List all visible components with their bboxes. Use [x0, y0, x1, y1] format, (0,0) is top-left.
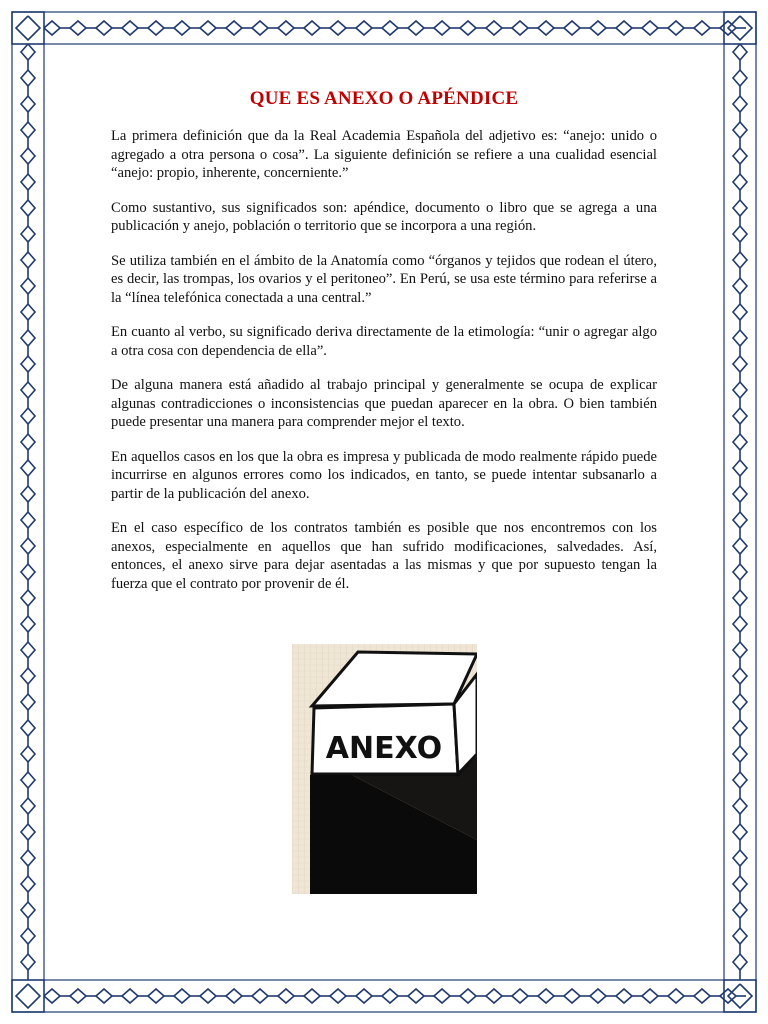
border-ornament	[733, 720, 747, 736]
border-ornament	[512, 989, 528, 1003]
border-ornament	[21, 694, 35, 710]
border-ornament	[21, 642, 35, 658]
border-ornament	[21, 460, 35, 476]
border-ornament	[21, 746, 35, 762]
border-ornament	[642, 989, 658, 1003]
border-ornament	[44, 989, 60, 1003]
border-ornament	[278, 21, 294, 35]
paragraph-6: En aquellos casos en los que la obra es impresa y publicada de modo realmente rápido puede incurrirse en algunos errores como los indicados, en tanto, se puede intentar subsanarlo a partir de la publicación del anexo.	[111, 448, 657, 502]
border-ornament	[122, 989, 138, 1003]
border-ornament	[148, 989, 164, 1003]
border-ornament	[21, 928, 35, 944]
border-ornament	[21, 278, 35, 294]
border-ornament	[278, 989, 294, 1003]
border-ornament	[21, 382, 35, 398]
border-ornament	[21, 798, 35, 814]
border-ornament	[733, 96, 747, 112]
border-ornament	[538, 989, 554, 1003]
border-ornament	[512, 21, 528, 35]
border-ornament	[21, 434, 35, 450]
border-ornament	[70, 989, 86, 1003]
border-ornament	[733, 798, 747, 814]
paragraph-1: La primera definición que da la Real Academia Española del adjetivo es: “anejo: unido o agregado a otra persona o cosa”. La siguiente definición se refiere a una cualidad esencial “anejo: propio, inherente, concerniente.”	[111, 128, 657, 181]
border-ornament	[564, 989, 580, 1003]
border-ornament	[382, 989, 398, 1003]
border-ornament	[733, 174, 747, 190]
document-body	[111, 88, 657, 609]
border-ornament	[21, 96, 35, 112]
border-ornament	[356, 989, 372, 1003]
border-ornament	[616, 989, 632, 1003]
border-ornament	[486, 21, 502, 35]
border-ornament	[330, 21, 346, 35]
border-ornament	[733, 356, 747, 372]
border-ornament	[21, 564, 35, 580]
border-ornament	[21, 174, 35, 190]
border-ornament	[21, 356, 35, 372]
border-ornament	[733, 200, 747, 216]
border-ornament	[733, 70, 747, 86]
border-ornament	[21, 200, 35, 216]
border-ornament	[21, 122, 35, 138]
border-ornament	[21, 772, 35, 788]
border-ornament	[148, 21, 164, 35]
border-ornament	[590, 21, 606, 35]
border-ornament	[200, 989, 216, 1003]
border-ornament	[733, 148, 747, 164]
border-ornament	[733, 590, 747, 606]
border-ornament	[733, 616, 747, 632]
border-ornament	[21, 954, 35, 970]
border-ornament	[252, 21, 268, 35]
border-ornament	[382, 21, 398, 35]
border-ornament	[174, 21, 190, 35]
border-ornament	[564, 21, 580, 35]
border-ornament	[733, 850, 747, 866]
border-ornament	[733, 564, 747, 580]
border-ornament	[486, 989, 502, 1003]
border-ornament	[733, 252, 747, 268]
border-ornament	[21, 668, 35, 684]
border-ornament	[733, 434, 747, 450]
border-ornament	[21, 330, 35, 346]
border-ornament	[252, 989, 268, 1003]
border-ornament	[616, 21, 632, 35]
border-ornament	[21, 590, 35, 606]
border-ornament	[21, 850, 35, 866]
border-ornament	[21, 720, 35, 736]
border-ornament	[733, 44, 747, 60]
border-ornament	[694, 989, 710, 1003]
border-ornament	[21, 902, 35, 918]
paragraph-3: Se utiliza también en el ámbito de la Anatomía como “órganos y tejidos que rodean el útero, es decir, las trompas, los ovarios y el peritoneo”. En Perú, se usa este término para referirse a la “línea telefónica conectada a una central.”	[111, 252, 657, 306]
border-ornament	[330, 989, 346, 1003]
border-ornament	[733, 746, 747, 762]
border-ornament	[21, 148, 35, 164]
border-ornament	[44, 21, 60, 35]
border-ornament	[21, 538, 35, 554]
border-ornament	[642, 21, 658, 35]
border-ornament	[694, 21, 710, 35]
border-ornament	[408, 21, 424, 35]
anexo-illustration	[292, 644, 477, 894]
border-ornament	[733, 226, 747, 242]
border-ornament	[70, 21, 86, 35]
border-ornament	[408, 989, 424, 1003]
border-ornament	[122, 21, 138, 35]
border-ornament	[21, 44, 35, 60]
border-ornament	[668, 21, 684, 35]
border-ornament	[733, 902, 747, 918]
border-ornament	[733, 642, 747, 658]
border-ornament	[733, 824, 747, 840]
border-ornament	[460, 989, 476, 1003]
border-ornament	[460, 21, 476, 35]
border-ornament	[21, 70, 35, 86]
border-ornament	[733, 876, 747, 892]
border-ornament	[733, 928, 747, 944]
border-ornament	[21, 304, 35, 320]
border-ornament	[96, 21, 112, 35]
border-ornament	[733, 772, 747, 788]
border-ornament	[226, 989, 242, 1003]
border-ornament	[733, 668, 747, 684]
border-ornament	[356, 21, 372, 35]
paragraph-5: De alguna manera está añadido al trabajo principal y generalmente se ocupa de explicar algunas contradicciones o inconsistencias que puedan aparecer en la obra. O bien también puede presentar una manera para comprender mejor el texto.	[111, 377, 657, 430]
border-ornament	[16, 984, 40, 1008]
border-ornament	[733, 382, 747, 398]
border-ornament	[200, 21, 216, 35]
anexo-label: ANEXO	[325, 731, 443, 766]
border-ornament	[434, 989, 450, 1003]
border-ornament	[733, 512, 747, 528]
paragraph-2: Como sustantivo, sus significados son: apéndice, documento o libro que se agrega a una publicación y anejo, población o territorio que se incorpora a una región.	[111, 199, 657, 234]
border-ornament	[538, 21, 554, 35]
border-ornament	[733, 694, 747, 710]
border-ornament	[733, 954, 747, 970]
border-ornament	[733, 122, 747, 138]
border-ornament	[96, 989, 112, 1003]
border-ornament	[174, 989, 190, 1003]
border-ornament	[226, 21, 242, 35]
document-title: QUE ES ANEXO O APÉNDICE	[249, 88, 519, 109]
border-ornament	[21, 876, 35, 892]
paragraph-7: En el caso específico de los contratos también es posible que nos encontremos con los anexos, especialmente en aquellos que han sufrido modificaciones, salvedades. Así, entonces, el anexo sirve para dejar asentadas a las mismas y que por supuesto tengan la fuerza que el contrato por provenir de él.	[111, 520, 657, 592]
border-ornament	[21, 824, 35, 840]
border-ornament	[434, 21, 450, 35]
border-ornament	[668, 989, 684, 1003]
border-ornament	[733, 460, 747, 476]
border-ornament	[304, 21, 320, 35]
border-ornament	[21, 408, 35, 424]
border-ornament	[733, 330, 747, 346]
border-ornament	[21, 486, 35, 502]
border-ornament	[21, 512, 35, 528]
border-ornament	[733, 278, 747, 294]
border-ornament	[16, 16, 40, 40]
border-ornament	[590, 989, 606, 1003]
border-ornament	[733, 486, 747, 502]
border-ornament	[733, 538, 747, 554]
border-ornament	[21, 226, 35, 242]
border-ornament	[733, 304, 747, 320]
border-ornament	[21, 252, 35, 268]
paragraph-4: En cuanto al verbo, su significado deriva directamente de la etimología: “unir o agregar algo a otra cosa con dependencia de ella”.	[111, 324, 657, 359]
border-ornament	[21, 616, 35, 632]
border-ornament	[733, 408, 747, 424]
border-ornament	[304, 989, 320, 1003]
